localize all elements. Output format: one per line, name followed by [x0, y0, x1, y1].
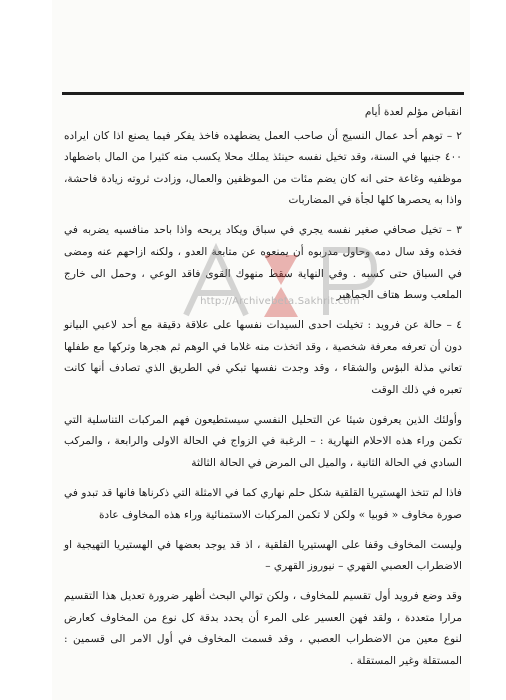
- paragraph-1: انقباض مؤلم لعدة أيام: [364, 106, 462, 118]
- paragraph-6: فاذا لم تتخذ الهستيريا القلقية شكل حلم نهاري كما في الامثلة التي ذكرناها فانها قد تبدو في صورة مخاوف « فوبيا » ولكن لا تكمن المركبات الاستمنائية وراء هذه المخاوف عادة: [64, 487, 462, 521]
- watermark-url: http://Archivebeta.Sakhrit.com: [200, 296, 360, 307]
- paragraph-5: وأولئك الذين يعرفون شيئا عن التحليل النفسي سيستطيعون فهم المركبات التناسلية التي تكمن وراء هذه الاحلام النهارية : – الرغبة في الزواج في الحالة الاولى والرابعة ، والمركب السادي في الحالة الثانية ، والميل الى المرض في الحالة الثالثة: [64, 413, 462, 470]
- paragraph-3: ٣ – تخيل صحافي صغير نفسه يجري في سباق ويكاد يربحه واذا باحد منافسيه يضربه في فخذه وقد سال دمه وحاول مدربوه أن يمنعوه عن متابعة العدو ، ولكنه ازاحهم عنه ومضى في السباق حتى كسبه . وفي النهاية سقط منهوك القوى فاقد الوعي ، وحمل الى خارج الملعب وسط هتاف الجماهير: [64, 224, 462, 302]
- paragraph-4: ٤ – حالة عن فرويد : تخيلت احدى السيدات نفسها على علاقة دقيقة مع أحد لاعبي البيانو دون أن تعرفه معرفة شخصية ، وقد اتخذت منه غلاما في الوهم ثم هجرها وتركها مع طفلها تعاني مذلة البؤس والشقاء ، وقد وجدت نفسها تبكي في الطريق الذي تصادف أنها كانت تعبره في ذلك الوقت: [64, 319, 462, 396]
- body-text: [64, 102, 462, 681]
- paragraph-2: ٢ – توهم أحد عمال النسيج أن صاحب العمل يضطهده فاخذ يفكر فيما يصنع اذا كان ايراده ٤٠٠ جنيها في السنة، وقد تخيل نفسه حينئذ يملك محلا يكسب منه كثيرا من المال باضطهاد موظفيه وغاعة حتى انه كان يضم مئات من الموظفين والعمال، وزادت ثروته زيادة فاحشة، واذا به يحصرها كلها لجأة في المضاربات: [64, 129, 462, 207]
- paragraph-8: وقد وضع فرويد أول تقسيم للمخاوف ، ولكن توالي البحث أظهر ضرورة تعديل هذا التقسيم مرارا متعددة ، ولقد فهن العسير على المرء أن يحدد بدقة كل نوع من المخاوف كعارض لنوع معين من الاضطراب العصبي ، وقد قسمت المخاوف في أول الامر الى قسمين : المستقلة وغير المستقلة .: [64, 590, 462, 667]
- paragraph-7: وليست المخاوف وقفا على الهستيريا القلقية ، اذ قد يوجد بعضها في الهستيريا التهيجية او الاضطراب العصبي القهري – نيوروز القهري –: [64, 538, 462, 573]
- header-rule: [62, 92, 464, 95]
